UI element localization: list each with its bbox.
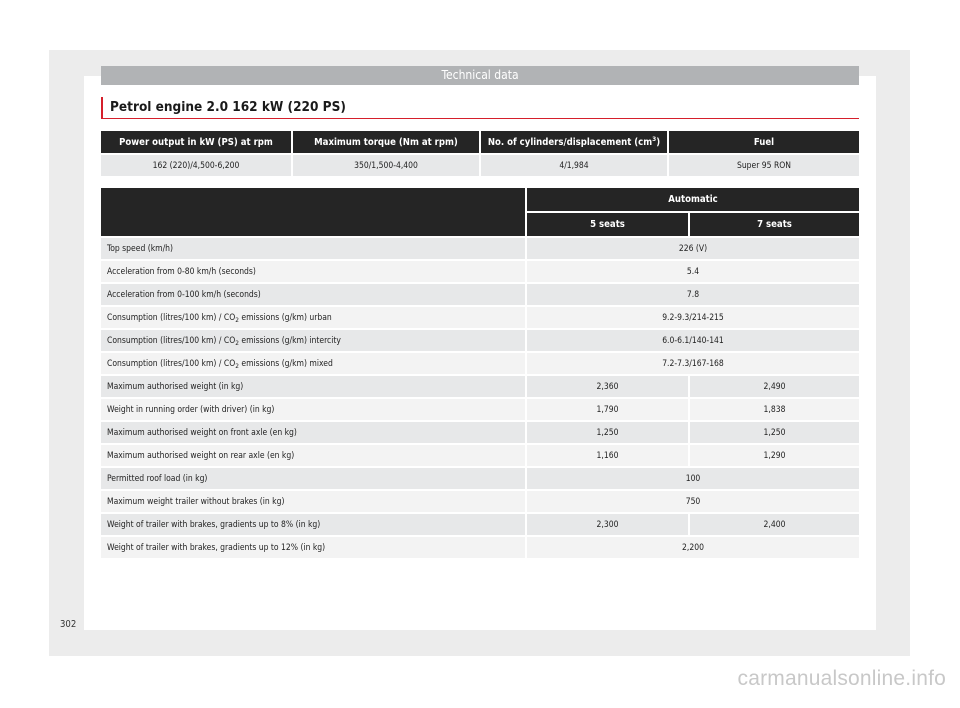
torque-value: 350/1,500-4,400 (293, 155, 479, 176)
row-label: Maximum authorised weight on front axle (en kg) (101, 422, 525, 443)
performance-table (99, 186, 861, 560)
column-header-automatic: Automatic (527, 188, 859, 211)
row-value: 2,200 (527, 537, 859, 558)
row-label: Top speed (km/h) (101, 238, 525, 259)
row-label: Maximum authorised weight (in kg) (101, 376, 525, 397)
label-subscript: 2 (235, 361, 239, 370)
table-header-row (101, 131, 859, 153)
label-text: Consumption (litres/100 km) / CO (107, 335, 236, 346)
page-number: 302 (60, 619, 77, 630)
row-value-7-seats: 2,400 (690, 514, 859, 535)
row-label (101, 307, 525, 328)
row-value: 6.0-6.1/140-141 (527, 330, 859, 351)
row-label: Weight of trailer with brakes, gradients up to 12% (in kg) (101, 537, 525, 558)
row-value-5-seats: 1,250 (527, 422, 688, 443)
table-row (101, 238, 859, 259)
cylinders-value: 4/1,984 (481, 155, 667, 176)
row-value-5-seats: 1,790 (527, 399, 688, 420)
column-header-7-seats: 7 seats (690, 213, 859, 236)
row-value-7-seats: 1,290 (690, 445, 859, 466)
row-label: Acceleration from 0-100 km/h (seconds) (101, 284, 525, 305)
label-text-end: emissions (g/km) mixed (238, 358, 333, 369)
table-header-row (101, 188, 859, 211)
section-title: Petrol engine 2.0 162 kW (220 PS) (101, 97, 859, 119)
table-row (101, 284, 859, 305)
label-subscript: 2 (235, 315, 239, 324)
row-value: 9.2-9.3/214-215 (527, 307, 859, 328)
table-row (101, 307, 859, 328)
row-value: 750 (527, 491, 859, 512)
row-value-7-seats: 2,490 (690, 376, 859, 397)
row-label: Acceleration from 0-80 km/h (seconds) (101, 261, 525, 282)
column-header-fuel: Fuel (669, 131, 859, 153)
label-text: Consumption (litres/100 km) / CO (107, 358, 236, 369)
row-label (101, 353, 525, 374)
table-row (101, 155, 859, 176)
row-label: Weight in running order (with driver) (in kg) (101, 399, 525, 420)
blank-header-cell (101, 188, 525, 236)
label-subscript: 2 (235, 338, 239, 347)
row-value-5-seats: 1,160 (527, 445, 688, 466)
table-row (101, 353, 859, 374)
row-label: Weight of trailer with brakes, gradients up to 8% (in kg) (101, 514, 525, 535)
table-row (101, 399, 859, 420)
table-row (101, 514, 859, 535)
table-row (101, 445, 859, 466)
cylinders-header-close: ) (656, 136, 661, 148)
row-value-7-seats: 1,838 (690, 399, 859, 420)
table-row (101, 468, 859, 489)
row-label: Maximum weight trailer without brakes (in kg) (101, 491, 525, 512)
column-header-cylinders (481, 131, 667, 153)
cylinders-header-text: No. of cylinders/displacement (cm (487, 136, 653, 148)
row-value-5-seats: 2,360 (527, 376, 688, 397)
column-header-torque: Maximum torque (Nm at rpm) (293, 131, 479, 153)
row-label: Permitted roof load (in kg) (101, 468, 525, 489)
table-row (101, 537, 859, 558)
table-row (101, 422, 859, 443)
engine-spec-table (99, 129, 861, 178)
watermark: carmanualsonline.info (737, 667, 946, 690)
table-row (101, 376, 859, 397)
column-header-5-seats: 5 seats (527, 213, 688, 236)
table-row (101, 330, 859, 351)
column-header-power: Power output in kW (PS) at rpm (101, 131, 291, 153)
row-value: 7.8 (527, 284, 859, 305)
table-row (101, 261, 859, 282)
row-value: 100 (527, 468, 859, 489)
label-text: Consumption (litres/100 km) / CO (107, 312, 236, 323)
label-text-end: emissions (g/km) urban (238, 312, 332, 323)
row-value: 226 (V) (527, 238, 859, 259)
chapter-header: Technical data (101, 66, 859, 85)
fuel-value: Super 95 RON (669, 155, 859, 176)
row-label (101, 330, 525, 351)
label-text-end: emissions (g/km) intercity (238, 335, 341, 346)
row-label: Maximum authorised weight on rear axle (en kg) (101, 445, 525, 466)
row-value: 7.2-7.3/167-168 (527, 353, 859, 374)
cylinders-header-sup: 3 (652, 134, 657, 143)
table-row (101, 491, 859, 512)
row-value: 5.4 (527, 261, 859, 282)
row-value-5-seats: 2,300 (527, 514, 688, 535)
power-value: 162 (220)/4,500-6,200 (101, 155, 291, 176)
row-value-7-seats: 1,250 (690, 422, 859, 443)
